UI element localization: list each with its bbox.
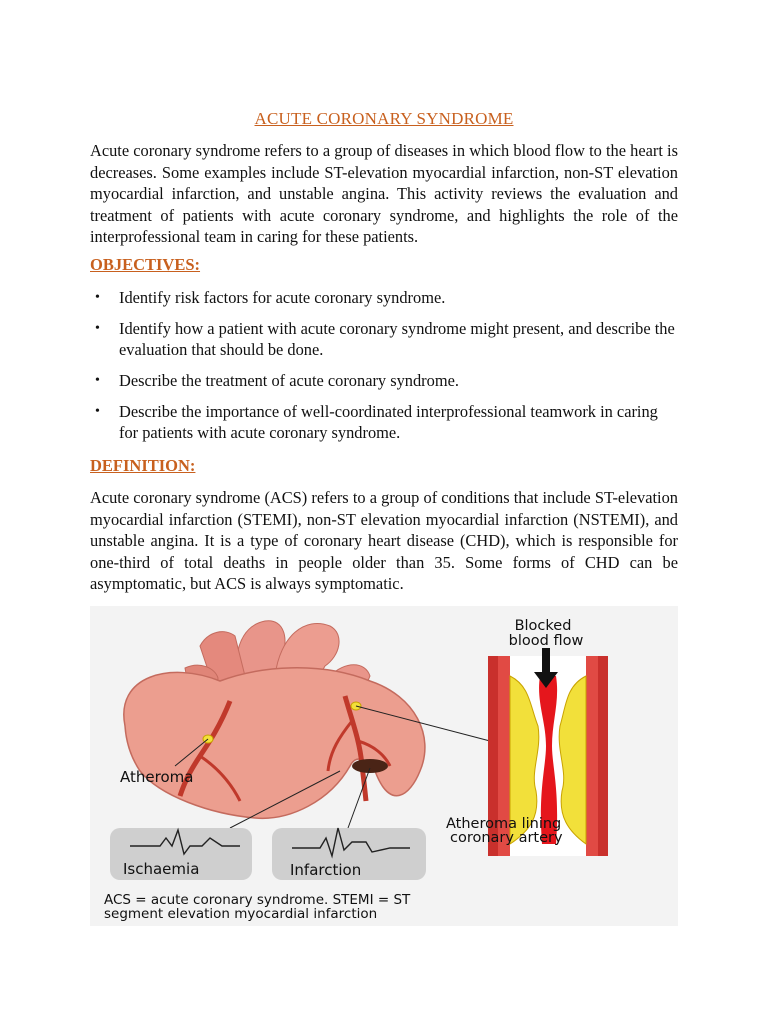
- objectives-list: [90, 287, 678, 453]
- intro-paragraph: Acute coronary syndrome refers to a group of diseases in which blood flow to the heart is decreases. Some examples include ST-elevation myocardial infarction, non-ST elevation myocardial infarction, and unstable angina. This activity reviews the evaluation and treatment of patients with acute coronary syndrome, and highlights the role of the interprofessional team in caring for these patients.: [90, 141, 678, 246]
- blocked-label-2: blood flow: [508, 633, 584, 649]
- acs-illustration: [90, 606, 678, 926]
- definition-heading: DEFINITION:: [90, 456, 196, 475]
- bullet-icon: •: [95, 290, 100, 305]
- bullet-icon: •: [95, 321, 100, 336]
- bullet-icon: •: [95, 404, 100, 419]
- atheroma-label: Atheroma: [120, 768, 194, 786]
- blocked-label-1: Blocked: [514, 618, 572, 634]
- bullet-icon: •: [95, 373, 100, 388]
- objective-item: [90, 318, 678, 360]
- heart-artery-diagram: [90, 606, 678, 926]
- figure-caption-2: segment elevation myocardial infarction: [104, 906, 378, 922]
- heart-body: [124, 668, 425, 818]
- objective-text: Identify how a patient with acute coronary syndrome might present, and describe the evaluation that should be done.: [119, 319, 675, 359]
- objectives-heading: OBJECTIVES:: [90, 255, 201, 274]
- lining-label-2: coronary artery: [450, 830, 563, 846]
- figure-caption-1: ACS = acute coronary syndrome. STEMI = ST: [104, 892, 411, 908]
- objective-item: [90, 287, 678, 308]
- objective-text: Describe the importance of well-coordinated interprofessional teamwork in caring for patients with acute coronary syndrome.: [119, 402, 658, 442]
- definition-paragraph: Acute coronary syndrome (ACS) refers to a group of conditions that include ST-elevation myocardial infarction (STEMI), non-ST elevation myocardial infarction (NSTEMI), and unstable angina. It is a type of coronary heart disease (CHD), which is responsible for one-third of total deaths in people older than 35. Some forms of CHD can be asymptomatic, but ACS is always symptomatic.: [90, 488, 678, 593]
- infarction-spot: [352, 759, 388, 773]
- infarction-label: Infarction: [290, 861, 362, 879]
- ischaemia-label: Ischaemia: [123, 860, 200, 878]
- objective-text: Describe the treatment of acute coronary syndrome.: [119, 371, 459, 390]
- objective-item: [90, 401, 678, 443]
- objective-item: [90, 370, 678, 391]
- objective-text: Identify risk factors for acute coronary syndrome.: [119, 288, 446, 307]
- lining-label-1: Atheroma lining: [446, 816, 562, 832]
- document-title: ACUTE CORONARY SYNDROME: [254, 109, 514, 128]
